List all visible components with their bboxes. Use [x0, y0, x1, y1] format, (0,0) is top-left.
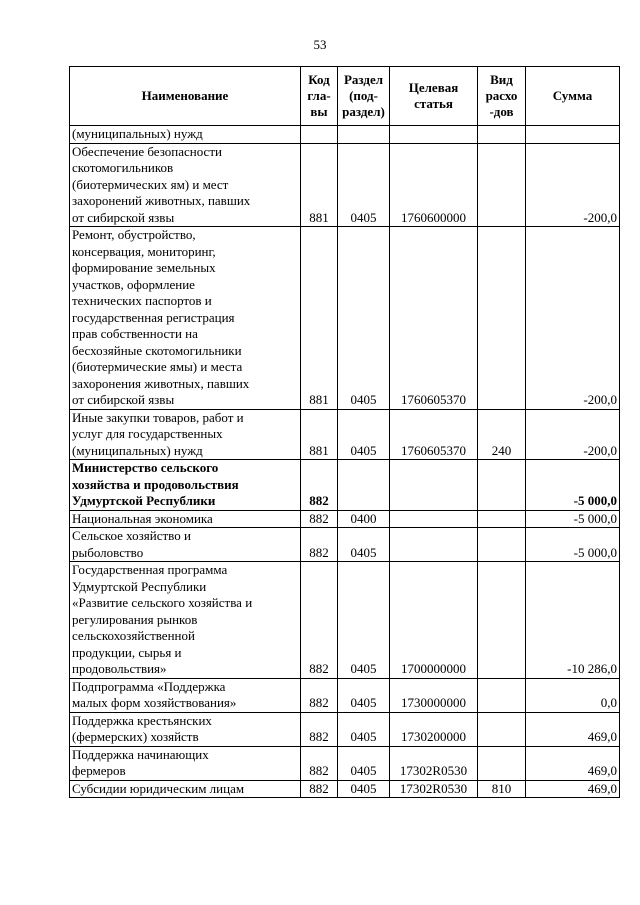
cell-name-line: услуг для государственных: [72, 426, 223, 441]
cell-name: [70, 712, 301, 746]
cell-name-line: (муниципальных) нужд: [72, 126, 203, 141]
cell-name-line: захоронений животных, павших: [72, 193, 251, 208]
header-target-line: статья: [414, 96, 453, 111]
cell-name-line: технических паспортов и: [72, 293, 212, 308]
cell-code: 881: [301, 409, 338, 460]
header-section: [338, 67, 390, 126]
cell-name-line: Иные закупки товаров, работ и: [72, 409, 244, 425]
table-row: [70, 510, 620, 528]
cell-type: [478, 562, 526, 679]
cell-type: [478, 143, 526, 227]
cell-name-line: от сибирской язвы: [72, 392, 175, 407]
cell-name: [70, 528, 301, 562]
table-row: [70, 562, 620, 679]
cell-code: 882: [301, 746, 338, 780]
cell-sum: -5 000,0: [526, 460, 620, 511]
cell-name-line: государственная регистрация: [72, 309, 235, 325]
cell-target: [390, 126, 478, 144]
cell-code: [301, 126, 338, 144]
cell-code: 882: [301, 460, 338, 511]
cell-section: 0405: [338, 780, 390, 798]
cell-sum: 469,0: [526, 712, 620, 746]
cell-sum: 469,0: [526, 780, 620, 798]
cell-name-line: скотомогильников: [72, 160, 174, 175]
cell-code: 882: [301, 528, 338, 562]
cell-code: 882: [301, 562, 338, 679]
cell-type: [478, 126, 526, 144]
cell-name-line: Поддержка крестьянских: [72, 712, 212, 728]
cell-type: [478, 227, 526, 410]
cell-target: 1760600000: [390, 143, 478, 227]
cell-name: [70, 780, 301, 798]
cell-code: 882: [301, 780, 338, 798]
cell-name-line: (фермерских) хозяйств: [72, 729, 199, 744]
cell-section: [338, 126, 390, 144]
cell-type: 240: [478, 409, 526, 460]
cell-sum: -200,0: [526, 143, 620, 227]
header-name: Наименование: [70, 67, 301, 126]
cell-name-line: Министерство сельского: [72, 460, 219, 475]
cell-name-line: «Развитие сельского хозяйства и: [72, 595, 253, 610]
cell-name-line: формирование земельных: [72, 260, 216, 275]
cell-name-line: Сельское хозяйство и: [72, 528, 191, 543]
cell-name-line: Национальная экономика: [72, 510, 213, 526]
header-code-line: вы: [310, 104, 328, 119]
table-row: [70, 143, 620, 227]
cell-target: 1730000000: [390, 678, 478, 712]
cell-section: 0400: [338, 510, 390, 528]
cell-name-line: участков, оформление: [72, 276, 195, 292]
cell-name-line: прав собственности на: [72, 326, 198, 341]
cell-name-line: Ремонт, обустройство,: [72, 227, 196, 242]
header-section-line: Раздел: [343, 72, 384, 87]
cell-section: 0405: [338, 678, 390, 712]
cell-target: 1760605370: [390, 227, 478, 410]
cell-section: 0405: [338, 562, 390, 679]
cell-name-line: сельскохозяйственной: [72, 628, 195, 643]
table-body: [70, 126, 620, 798]
table-header-row: [70, 67, 620, 126]
header-target-line: Целевая: [408, 80, 459, 95]
cell-name-line: Государственная программа: [72, 562, 228, 577]
cell-target: 1730200000: [390, 712, 478, 746]
cell-name-line: бесхозяйные скотомогильники: [72, 342, 242, 358]
cell-target: [390, 510, 478, 528]
cell-name-line: Удмуртской Республики: [72, 493, 216, 508]
cell-section: [338, 460, 390, 511]
cell-name: [70, 126, 301, 144]
cell-section: 0405: [338, 227, 390, 410]
cell-name: [70, 562, 301, 679]
cell-target: [390, 528, 478, 562]
header-code-line: Код: [308, 72, 330, 87]
cell-target: 1700000000: [390, 562, 478, 679]
header-type-line: -дов: [489, 104, 514, 119]
cell-name: [70, 227, 301, 410]
cell-code: 881: [301, 143, 338, 227]
cell-name: [70, 678, 301, 712]
cell-name-line: Обеспечение безопасности: [72, 143, 222, 159]
cell-name-line: хозяйства и продовольствия: [72, 476, 239, 492]
cell-name: [70, 409, 301, 460]
header-section-line: (под-: [349, 88, 378, 103]
cell-name-line: консервация, мониторинг,: [72, 243, 216, 259]
cell-name: [70, 510, 301, 528]
cell-section: 0405: [338, 409, 390, 460]
cell-name: [70, 460, 301, 511]
cell-type: [478, 510, 526, 528]
cell-type: [478, 746, 526, 780]
cell-name-line: Субсидии юридическим лицам: [72, 780, 245, 796]
cell-code: 882: [301, 510, 338, 528]
cell-name-line: Поддержка начинающих: [72, 746, 209, 762]
cell-code: 881: [301, 227, 338, 410]
budget-table: [69, 66, 620, 798]
table-row: [70, 780, 620, 798]
cell-name: [70, 143, 301, 227]
cell-target: 17302R0530: [390, 780, 478, 798]
table-row: [70, 460, 620, 511]
cell-sum: 469,0: [526, 746, 620, 780]
cell-section: 0405: [338, 746, 390, 780]
table-row: [70, 409, 620, 460]
table-row: [70, 528, 620, 562]
header-code: [301, 67, 338, 126]
cell-sum: -5 000,0: [526, 528, 620, 562]
cell-code: 882: [301, 712, 338, 746]
table-row: [70, 678, 620, 712]
cell-name-line: (биотермических ям) и мест: [72, 176, 229, 192]
cell-sum: -5 000,0: [526, 510, 620, 528]
header-target: [390, 67, 478, 126]
header-type-line: Вид: [490, 72, 513, 87]
cell-name-line: Удмуртской Республики: [72, 578, 207, 594]
cell-type: [478, 460, 526, 511]
cell-section: 0405: [338, 143, 390, 227]
cell-sum: -200,0: [526, 227, 620, 410]
cell-section: 0405: [338, 712, 390, 746]
header-type: [478, 67, 526, 126]
cell-section: 0405: [338, 528, 390, 562]
header-type-line: расхо: [485, 88, 518, 103]
cell-target: 1760605370: [390, 409, 478, 460]
cell-name-line: захоронения животных, павших: [72, 375, 250, 391]
cell-name-line: (муниципальных) нужд: [72, 442, 203, 458]
cell-type: [478, 678, 526, 712]
cell-name-line: рыболовство: [72, 544, 144, 560]
header-code-line: гла-: [307, 88, 331, 103]
cell-type: [478, 712, 526, 746]
table-row: [70, 126, 620, 144]
cell-sum: -10 286,0: [526, 562, 620, 679]
cell-type: 810: [478, 780, 526, 798]
table-row: [70, 712, 620, 746]
page-number: 53: [313, 37, 327, 52]
cell-code: 882: [301, 678, 338, 712]
cell-name-line: (биотермические ямы) и места: [72, 359, 243, 374]
cell-name-line: малых форм хозяйствования»: [72, 695, 237, 710]
cell-name-line: продукции, сырья и: [72, 644, 182, 660]
cell-name-line: Подпрограмма «Поддержка: [72, 678, 226, 694]
cell-name: [70, 746, 301, 780]
header-sum: Сумма: [526, 67, 620, 126]
cell-name-line: фермеров: [72, 763, 126, 778]
header-section-line: раздел): [342, 104, 385, 119]
cell-target: 17302R0530: [390, 746, 478, 780]
cell-sum: -200,0: [526, 409, 620, 460]
cell-sum: 0,0: [526, 678, 620, 712]
cell-name-line: от сибирской язвы: [72, 209, 175, 225]
cell-name-line: регулирования рынков: [72, 611, 198, 627]
cell-type: [478, 528, 526, 562]
cell-name-line: продовольствия»: [72, 661, 167, 676]
table-row: [70, 227, 620, 410]
table-row: [70, 746, 620, 780]
cell-target: [390, 460, 478, 511]
cell-sum: [526, 126, 620, 144]
